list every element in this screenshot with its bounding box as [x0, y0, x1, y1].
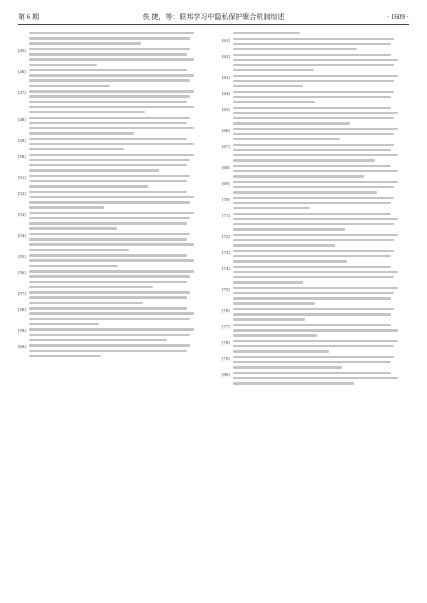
reference-entry	[18, 212, 204, 230]
illegible-text-line	[233, 197, 394, 199]
reference-entry	[18, 328, 204, 341]
illegible-text-line	[233, 276, 394, 278]
reference-column-right	[222, 32, 408, 388]
reference-entry	[222, 128, 408, 141]
illegible-text-line	[233, 128, 398, 130]
illegible-text-line	[29, 37, 190, 39]
illegible-text-line	[29, 159, 190, 161]
illegible-text-line	[29, 69, 187, 71]
illegible-text-line	[29, 281, 187, 283]
reference-entry	[18, 69, 204, 87]
illegible-text-line	[233, 223, 394, 225]
reference-number: [49]	[18, 137, 26, 143]
illegible-text-line	[233, 287, 398, 289]
illegible-text-line	[29, 227, 117, 229]
reference-entry	[18, 344, 204, 357]
illegible-text-line	[233, 234, 398, 236]
illegible-text-line	[29, 143, 194, 145]
reference-entry	[18, 154, 204, 172]
reference-entry	[222, 32, 408, 34]
reference-entry	[222, 75, 408, 88]
reference-entry	[222, 197, 408, 210]
illegible-text-line	[29, 101, 187, 103]
illegible-text-line	[233, 191, 377, 193]
reference-entry	[222, 356, 408, 369]
illegible-text-line	[233, 218, 398, 220]
illegible-text-line	[29, 265, 118, 267]
illegible-text-line	[29, 117, 190, 119]
illegible-text-line	[233, 340, 398, 342]
illegible-text-line	[233, 48, 357, 50]
illegible-text-line	[29, 58, 194, 60]
illegible-text-line	[233, 91, 394, 93]
illegible-text-line	[29, 312, 194, 314]
illegible-text-line	[29, 79, 190, 81]
illegible-text-line	[233, 377, 398, 379]
reference-number: [51]	[18, 174, 26, 180]
illegible-text-line	[233, 32, 300, 34]
illegible-text-line	[29, 191, 187, 193]
reference-entry	[222, 372, 408, 385]
reference-entry	[222, 213, 408, 231]
reference-entry	[222, 234, 408, 247]
illegible-text-line	[29, 355, 101, 357]
illegible-text-line	[29, 127, 194, 129]
reference-entry	[222, 91, 408, 104]
illegible-text-line	[29, 132, 134, 134]
reference-number: [68]	[222, 164, 230, 170]
reference-entry	[18, 307, 204, 325]
illegible-text-line	[233, 112, 398, 114]
illegible-text-line	[29, 217, 190, 219]
reference-number: [69]	[222, 180, 230, 186]
reference-number: [60]	[18, 344, 26, 350]
reference-number: [77]	[222, 323, 230, 329]
illegible-text-line	[233, 154, 398, 156]
reference-entry	[222, 165, 408, 178]
illegible-text-line	[29, 291, 190, 293]
illegible-text-line	[29, 85, 110, 87]
illegible-text-line	[233, 43, 391, 45]
reference-number: [50]	[18, 153, 26, 159]
illegible-text-line	[29, 154, 194, 156]
illegible-text-line	[29, 148, 124, 150]
reference-number: [75]	[222, 286, 230, 292]
illegible-text-line	[29, 42, 141, 44]
illegible-text-line	[233, 281, 303, 283]
illegible-text-line	[29, 212, 194, 214]
page-number: · 1609 ·	[386, 13, 409, 21]
reference-number: [76]	[222, 308, 230, 313]
illegible-text-line	[233, 138, 340, 140]
reference-number: [57]	[18, 291, 26, 297]
reference-number: [71]	[222, 212, 230, 218]
illegible-text-line	[233, 159, 375, 161]
illegible-text-line	[29, 318, 190, 320]
reference-number: [62]	[222, 53, 230, 59]
reference-number: [55]	[18, 254, 26, 260]
illegible-text-line	[233, 255, 391, 257]
reference-entry	[222, 107, 408, 125]
reference-number: [65]	[222, 106, 230, 112]
illegible-text-line	[233, 117, 394, 119]
illegible-text-line	[29, 48, 190, 50]
illegible-text-line	[233, 38, 394, 40]
illegible-text-line	[29, 238, 187, 240]
illegible-text-line	[29, 196, 194, 198]
illegible-text-line	[233, 213, 391, 215]
illegible-text-line	[233, 228, 345, 230]
reference-number: [66]	[222, 127, 230, 133]
reference-entry	[222, 144, 408, 162]
reference-entry	[18, 117, 204, 135]
illegible-text-line	[29, 175, 190, 177]
illegible-text-line	[29, 111, 145, 113]
reference-entry	[222, 54, 408, 72]
illegible-text-line	[29, 122, 187, 124]
illegible-text-line	[29, 275, 190, 277]
illegible-text-line	[233, 64, 394, 66]
reference-number: [47]	[18, 90, 26, 96]
illegible-text-line	[233, 297, 391, 299]
illegible-text-line	[29, 201, 190, 203]
reference-number: [64]	[222, 90, 230, 96]
illegible-text-line	[29, 243, 194, 245]
reference-entry	[222, 340, 408, 353]
illegible-text-line	[233, 75, 398, 77]
illegible-text-line	[29, 350, 187, 352]
illegible-text-line	[233, 350, 329, 352]
reference-entry	[18, 191, 204, 209]
reference-entry	[18, 291, 204, 304]
illegible-text-line	[29, 169, 159, 171]
illegible-text-line	[233, 302, 315, 304]
illegible-text-line	[29, 307, 187, 309]
reference-entry	[18, 48, 204, 66]
illegible-text-line	[233, 175, 364, 177]
reference-number: [78]	[222, 339, 230, 345]
reference-entry	[18, 175, 204, 188]
illegible-text-line	[233, 239, 394, 241]
reference-number: [80]	[222, 371, 230, 377]
reference-number: [72]	[222, 233, 230, 239]
illegible-text-line	[29, 286, 153, 288]
illegible-text-line	[29, 53, 187, 55]
reference-column-left	[18, 32, 204, 360]
illegible-text-line	[233, 356, 394, 358]
illegible-text-line	[29, 339, 167, 341]
illegible-text-line	[29, 106, 194, 108]
reference-entry	[18, 270, 204, 288]
illegible-text-line	[233, 329, 398, 331]
reference-entry	[222, 266, 408, 284]
illegible-text-line	[233, 334, 317, 336]
issue-label: 第 6 期	[18, 13, 39, 21]
illegible-text-line	[233, 260, 347, 262]
reference-number: [74]	[222, 265, 230, 271]
reference-entry	[18, 138, 204, 151]
reference-number: [63]	[222, 74, 230, 80]
illegible-text-line	[233, 96, 391, 98]
illegible-text-line	[29, 180, 187, 182]
running-header	[18, 10, 409, 25]
illegible-text-line	[29, 90, 194, 92]
illegible-text-line	[233, 54, 391, 56]
reference-number: [54]	[18, 233, 26, 239]
illegible-text-line	[233, 244, 335, 246]
illegible-text-line	[233, 122, 350, 124]
reference-number: [48]	[18, 116, 26, 122]
illegible-text-line	[233, 266, 391, 268]
reference-number: [59]	[18, 328, 26, 334]
reference-number: [67]	[222, 143, 230, 149]
reference-number: [79]	[222, 355, 230, 361]
reference-entry	[222, 287, 408, 305]
illegible-text-line	[233, 59, 398, 61]
illegible-text-line	[29, 74, 194, 76]
reference-entry	[222, 324, 408, 337]
illegible-text-line	[29, 344, 190, 346]
illegible-text-line	[29, 296, 187, 298]
illegible-text-line	[29, 138, 187, 140]
illegible-text-line	[29, 185, 148, 187]
illegible-text-line	[233, 324, 391, 326]
reference-entry	[222, 38, 408, 51]
illegible-text-line	[233, 149, 391, 151]
reference-entry	[18, 254, 204, 267]
illegible-text-line	[29, 164, 187, 166]
reference-entry	[18, 90, 204, 113]
reference-number: [73]	[222, 249, 230, 255]
illegible-text-line	[29, 95, 190, 97]
reference-entry	[18, 233, 204, 251]
reference-number: [52]	[18, 190, 26, 196]
illegible-text-line	[233, 318, 305, 320]
illegible-text-line	[29, 32, 194, 34]
illegible-text-line	[233, 345, 394, 347]
illegible-text-line	[29, 206, 104, 208]
illegible-text-line	[233, 133, 394, 135]
illegible-text-line	[233, 308, 394, 310]
illegible-text-line	[233, 372, 391, 374]
illegible-text-line	[233, 101, 315, 103]
illegible-text-line	[233, 186, 394, 188]
illegible-text-line	[233, 181, 398, 183]
reference-entry	[222, 181, 408, 194]
reference-number: [70]	[222, 196, 230, 202]
illegible-text-line	[233, 85, 303, 87]
reference-number: [58]	[18, 307, 26, 313]
illegible-text-line	[29, 323, 99, 325]
illegible-text-line	[29, 233, 190, 235]
illegible-text-line	[29, 64, 97, 66]
illegible-text-line	[233, 170, 398, 172]
illegible-text-line	[233, 202, 391, 204]
running-title: 佚 捷，等：联邦学习中隐私保护聚合机制综述	[142, 13, 285, 21]
illegible-text-line	[233, 250, 394, 252]
illegible-text-line	[29, 270, 194, 272]
reference-number: [56]	[18, 270, 26, 276]
illegible-text-line	[29, 302, 143, 304]
illegible-text-line	[233, 366, 342, 368]
illegible-text-line	[233, 313, 391, 315]
reference-number: [61]	[222, 37, 230, 43]
reference-entry	[222, 308, 408, 321]
illegible-text-line	[29, 328, 194, 330]
illegible-text-line	[233, 107, 391, 109]
illegible-text-line	[29, 249, 129, 251]
illegible-text-line	[29, 259, 194, 261]
illegible-text-line	[29, 222, 187, 224]
illegible-text-line	[233, 382, 354, 384]
illegible-text-line	[233, 80, 394, 82]
illegible-text-line	[29, 334, 190, 336]
reference-number: [45]	[18, 47, 26, 53]
illegible-text-line	[233, 144, 394, 146]
illegible-text-line	[233, 207, 310, 209]
reference-entry	[18, 32, 204, 45]
illegible-text-line	[233, 292, 394, 294]
illegible-text-line	[233, 361, 391, 363]
reference-number: [53]	[18, 211, 26, 217]
illegible-text-line	[233, 69, 314, 71]
reference-entry	[222, 250, 408, 263]
reference-number: [46]	[18, 69, 26, 75]
illegible-text-line	[233, 271, 398, 273]
illegible-text-line	[233, 165, 391, 167]
illegible-text-line	[29, 254, 187, 256]
